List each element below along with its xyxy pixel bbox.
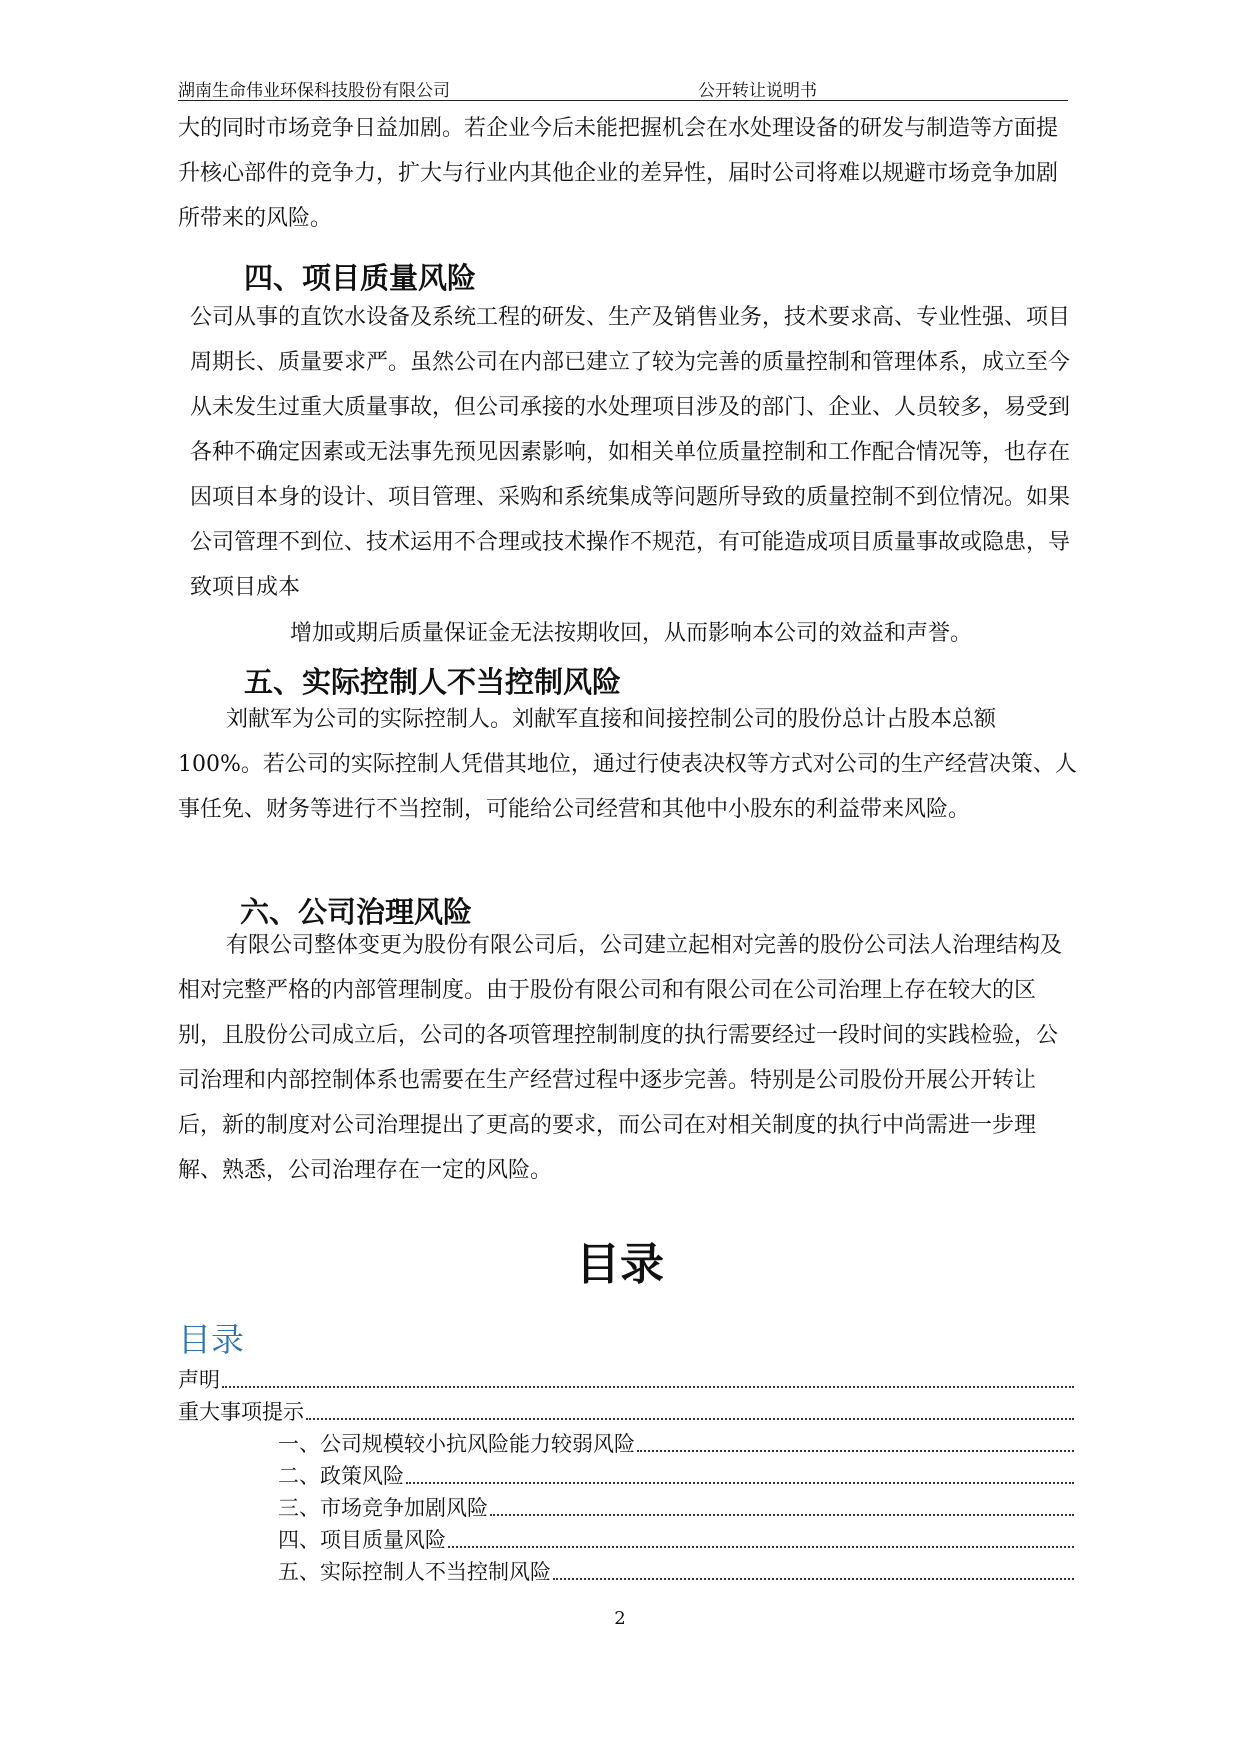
- toc-item-controller-risk[interactable]: [178, 1554, 1074, 1586]
- toc-item-label: 三、市场竞争加剧风险: [278, 1496, 488, 1520]
- toc-dot-leader: [406, 1482, 1074, 1484]
- toc-item-label: 一、公司规模较小抗风险能力较弱风险: [278, 1432, 635, 1456]
- toc-item-label: 四、项目质量风险: [278, 1528, 446, 1552]
- section-heading-controller-risk: 五、实际控制人不当控制风险: [244, 665, 622, 699]
- header-document-title: 公开转让说明书: [698, 81, 817, 101]
- toc-subheading: 目录: [178, 1320, 244, 1359]
- toc-dot-leader: [637, 1450, 1074, 1452]
- toc-item-statement[interactable]: [178, 1362, 1074, 1394]
- header-company-name: 湖南生命伟业环保科技股份有限公司: [178, 81, 450, 101]
- toc-dot-leader: [553, 1578, 1074, 1580]
- toc-item-policy-risk[interactable]: [178, 1458, 1074, 1490]
- page-header: [178, 72, 1068, 101]
- toc-dot-leader: [306, 1418, 1074, 1420]
- toc-main-heading: 目录: [576, 1239, 664, 1290]
- section-heading-project-quality: 四、项目质量风险: [244, 261, 477, 295]
- table-of-contents: [178, 1362, 1074, 1586]
- toc-item-major-matters[interactable]: [178, 1394, 1074, 1426]
- toc-item-label: 五、实际控制人不当控制风险: [278, 1560, 551, 1584]
- toc-item-label: 声明: [178, 1368, 220, 1392]
- toc-dot-leader: [448, 1546, 1074, 1548]
- section-body-controller-risk: 刘献军为公司的实际控制人。刘献军直接和间接控制公司的股份总计占股本总额 100%。若公司的实际控制人凭借其地位，通过行使表决权等方式对公司的生产经营决策、人事任免、财务等进行不当控制，可能给公司经营和其他中小股东的利益带来风险。: [178, 707, 1077, 822]
- toc-dot-leader: [222, 1386, 1074, 1388]
- intro-paragraph: 大的同时市场竞争日益加剧。若企业今后未能把握机会在水处理设备的研发与制造等方面提升核心部件的竞争力，扩大与行业内其他企业的差异性，届时公司将难以规避市场竞争加剧所带来的风险。: [178, 116, 1059, 231]
- toc-item-small-scale-risk[interactable]: [178, 1426, 1074, 1458]
- section-body-governance-risk: 有限公司整体变更为股份有限公司后，公司建立起相对完善的股份公司法人治理结构及相对完整严格的内部管理制度。由于股份有限公司和有限公司在公司治理上存在较大的区别，且股份公司成立后，公司的各项管理控制制度的执行需要经过一段时间的实践检验，公司治理和内部控制体系也需要在生产经营过程中逐步完善。特别是公司股份开展公开转让后，新的制度对公司治理提出了更高的要求，而公司在对相关制度的执行中尚需进一步理解、熟悉，公司治理存在一定的风险。: [178, 933, 1063, 1183]
- toc-item-market-competition-risk[interactable]: [178, 1490, 1074, 1522]
- section-heading-governance-risk: 六、公司治理风险: [240, 895, 473, 929]
- section-body-project-quality-tail: 增加或期后质量保证金无法按期收回，从而影响本公司的效益和声誉。: [290, 621, 973, 646]
- section-body-project-quality: 公司从事的直饮水设备及系统工程的研发、生产及销售业务，技术要求高、专业性强、项目周期长、质量要求严。虽然公司在内部已建立了较为完善的质量控制和管理体系，成立至今从未发生过重大质量事故，但公司承接的水处理项目涉及的部门、企业、人员较多，易受到各种不确定因素或无法事先预见因素影响，如相关单位质量控制和工作配合情况等，也存在因项目本身的设计、项目管理、采购和系统集成等问题所导致的质量控制不到位情况。如果公司管理不到位、技术运用不合理或技术操作不规范，有可能造成项目质量事故或隐患，导致项目成本: [190, 305, 1071, 600]
- page-number: 2: [614, 1608, 626, 1629]
- toc-item-project-quality-risk[interactable]: [178, 1522, 1074, 1554]
- toc-item-label: 二、政策风险: [278, 1464, 404, 1488]
- toc-dot-leader: [490, 1514, 1074, 1516]
- toc-item-label: 重大事项提示: [178, 1400, 304, 1424]
